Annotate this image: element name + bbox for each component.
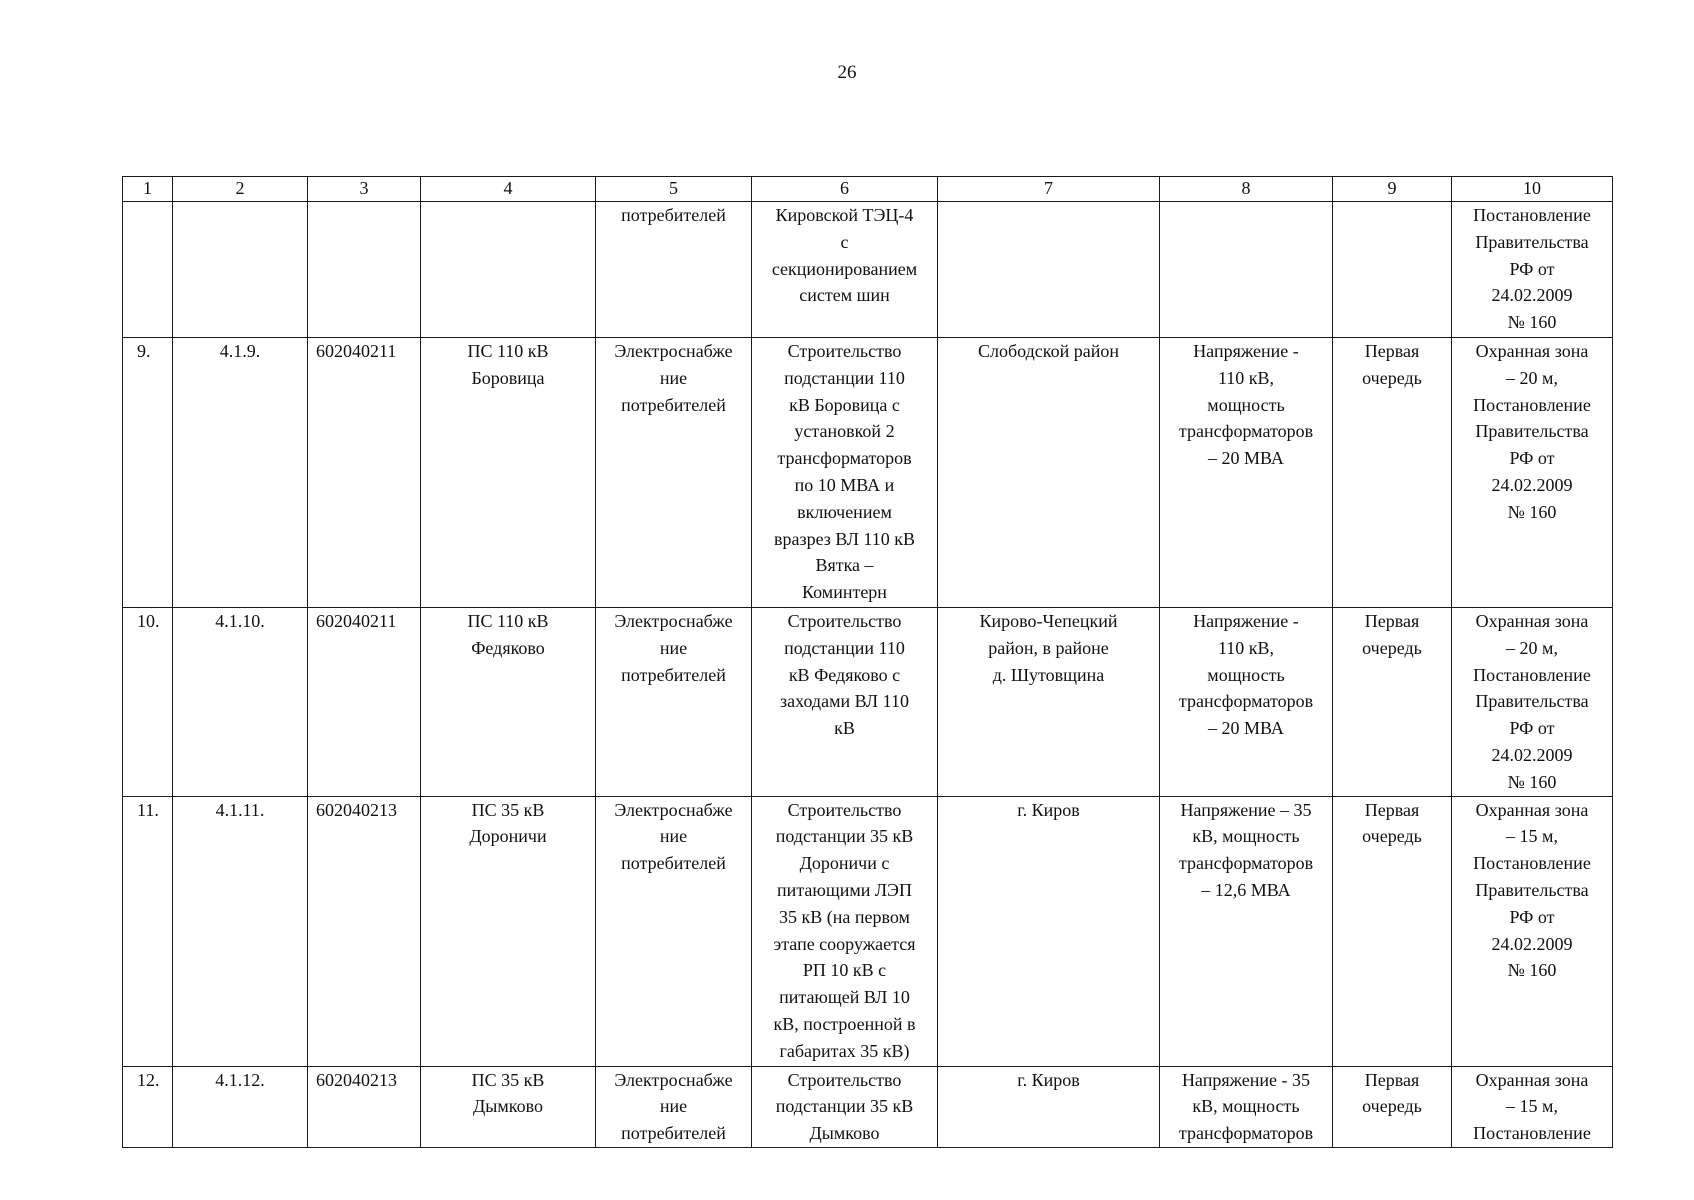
characteristics: Напряжение - 110 кВ, мощность трансформаторов – 20 МВА xyxy=(1160,608,1333,797)
column-header: 9 xyxy=(1333,177,1452,202)
characteristics: Напряжение - 110 кВ, мощность трансформаторов – 20 МВА xyxy=(1160,338,1333,608)
location: г. Киров xyxy=(938,1066,1160,1147)
object-code xyxy=(308,202,421,338)
column-header: 8 xyxy=(1160,177,1333,202)
column-header: 6 xyxy=(752,177,938,202)
characteristics xyxy=(1160,202,1333,338)
row-number: 11. xyxy=(123,796,173,1066)
location: г. Киров xyxy=(938,796,1160,1066)
stage xyxy=(1333,202,1452,338)
restrictions: Постановление Правительства РФ от 24.02.2009 № 160 xyxy=(1452,202,1613,338)
row-number: 10. xyxy=(123,608,173,797)
column-header: 7 xyxy=(938,177,1160,202)
object-code: 602040213 xyxy=(308,1066,421,1147)
object-name: ПС 110 кВ Федяково xyxy=(421,608,596,797)
location xyxy=(938,202,1160,338)
item-code: 4.1.12. xyxy=(173,1066,308,1147)
row-number: 12. xyxy=(123,1066,173,1147)
description: Строительство подстанции 110 кВ Федяково с заходами ВЛ 110 кВ xyxy=(752,608,938,797)
purpose: Электроснабже ние потребителей xyxy=(596,608,752,797)
table-row xyxy=(123,1066,1613,1147)
table-row xyxy=(123,202,1613,338)
column-header: 3 xyxy=(308,177,421,202)
restrictions: Охранная зона – 15 м, Постановление xyxy=(1452,1066,1613,1147)
column-header: 1 xyxy=(123,177,173,202)
table-row xyxy=(123,796,1613,1066)
location: Слободской район xyxy=(938,338,1160,608)
column-header: 10 xyxy=(1452,177,1613,202)
object-name: ПС 110 кВ Боровица xyxy=(421,338,596,608)
characteristics: Напряжение – 35 кВ, мощность трансформаторов – 12,6 МВА xyxy=(1160,796,1333,1066)
restrictions: Охранная зона – 15 м, Постановление Правительства РФ от 24.02.2009 № 160 xyxy=(1452,796,1613,1066)
item-code: 4.1.10. xyxy=(173,608,308,797)
column-header: 4 xyxy=(421,177,596,202)
item-code: 4.1.9. xyxy=(173,338,308,608)
stage: Первая очередь xyxy=(1333,608,1452,797)
object-name: ПС 35 кВ Дымково xyxy=(421,1066,596,1147)
table-row xyxy=(123,608,1613,797)
row-number: 9. xyxy=(123,338,173,608)
row-number xyxy=(123,202,173,338)
page-number: 26 xyxy=(837,62,857,83)
description: Кировской ТЭЦ-4 с секционированием систем шин xyxy=(752,202,938,338)
restrictions: Охранная зона – 20 м, Постановление Правительства РФ от 24.02.2009 № 160 xyxy=(1452,338,1613,608)
item-code xyxy=(173,202,308,338)
location: Кирово-Чепецкий район, в районе д. Шутовщина xyxy=(938,608,1160,797)
object-code: 602040213 xyxy=(308,796,421,1066)
column-header: 5 xyxy=(596,177,752,202)
purpose: Электроснабже ние потребителей xyxy=(596,1066,752,1147)
stage: Первая очередь xyxy=(1333,1066,1452,1147)
table-header-row xyxy=(123,177,1613,202)
restrictions: Охранная зона – 20 м, Постановление Правительства РФ от 24.02.2009 № 160 xyxy=(1452,608,1613,797)
table-row xyxy=(123,338,1613,608)
stage: Первая очередь xyxy=(1333,796,1452,1066)
characteristics: Напряжение - 35 кВ, мощность трансформаторов xyxy=(1160,1066,1333,1147)
object-code: 602040211 xyxy=(308,608,421,797)
item-code: 4.1.11. xyxy=(173,796,308,1066)
object-name: ПС 35 кВ Дороничи xyxy=(421,796,596,1066)
description: Строительство подстанции 35 кВ Дороничи с питающими ЛЭП 35 кВ (на первом этапе сооружается РП 10 кВ с питающей ВЛ 10 кВ, построенной в габаритах 35 кВ) xyxy=(752,796,938,1066)
stage: Первая очередь xyxy=(1333,338,1452,608)
object-code: 602040211 xyxy=(308,338,421,608)
purpose: Электроснабже ние потребителей xyxy=(596,338,752,608)
purpose: Электроснабже ние потребителей xyxy=(596,796,752,1066)
facilities-table xyxy=(122,176,1613,1148)
column-header: 2 xyxy=(173,177,308,202)
description: Строительство подстанции 35 кВ Дымково xyxy=(752,1066,938,1147)
purpose: потребителей xyxy=(596,202,752,338)
object-name xyxy=(421,202,596,338)
description: Строительство подстанции 110 кВ Боровица с установкой 2 трансформаторов по 10 МВА и включением вразрез ВЛ 110 кВ Вятка – Коминтерн xyxy=(752,338,938,608)
